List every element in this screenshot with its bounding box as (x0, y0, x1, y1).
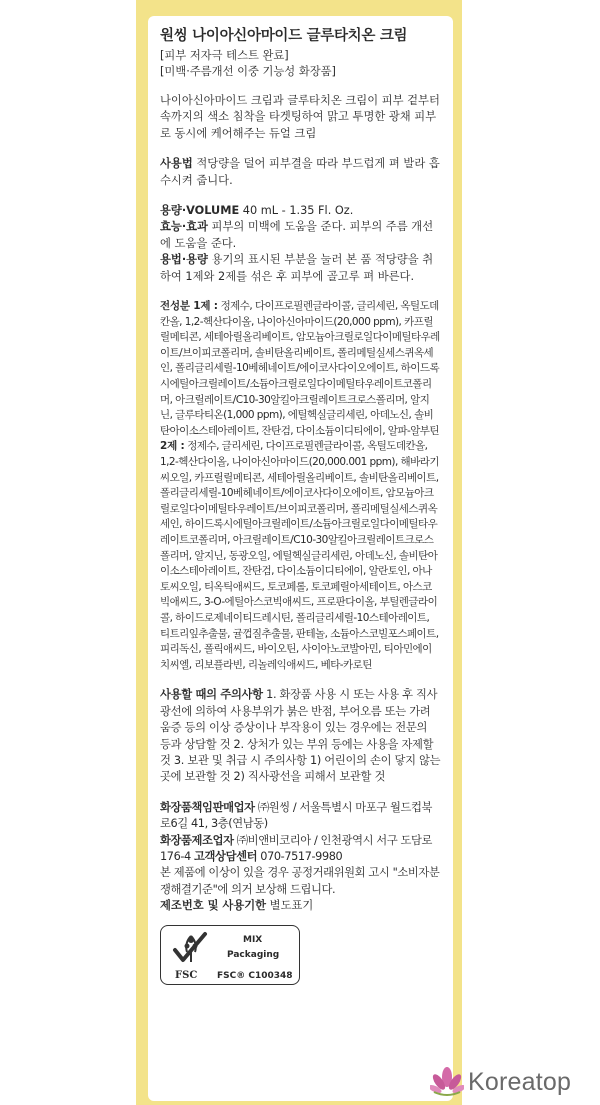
product-tag-function: [미백·주름개선 이중 기능성 화장품] (160, 64, 336, 78)
lotus-icon (430, 1065, 464, 1099)
fsc-mix-badge (160, 925, 300, 985)
seller-label: 화장품책임판매업자 (160, 800, 255, 814)
dosage-label: 용법·용량 (160, 253, 208, 267)
lot-label: 제조번호 및 사용기한 (160, 899, 267, 913)
maker-label: 화장품제조업자 (160, 833, 234, 847)
seller-text: ㈜원씽 / 서울특별시 마포구 월드컵북로6길 41, 3층(연남동) (160, 800, 433, 831)
maker-text: ㈜비앤비코리아 / 인천광역시 서구 도담로 176-4 (160, 833, 433, 863)
fsc-license-code: FSC® C100348 (217, 970, 293, 981)
volume-text: 40 mL - 1.35 Fl. Oz. (239, 204, 354, 218)
seller-info (160, 800, 441, 833)
product-tag-test: [피부 저자극 테스트 완료] (160, 49, 289, 62)
caution-section (160, 687, 441, 785)
koreatop-watermark (430, 1062, 600, 1102)
dosage-section (160, 252, 441, 285)
usage-text: 적당량을 덜어 피부결을 따라 부드럽게 펴 발라 흡수시켜 줍니다. (160, 157, 440, 187)
caution-label: 사용할 때의 주의사항 (160, 688, 263, 702)
volume-line (160, 203, 441, 219)
dosage-text: 용기의 표시된 부분을 눌러 본 품 적당량을 취하여 1제와 2제를 섞은 후 피부에 골고루 펴 바른다. (160, 253, 434, 283)
lot-text: 별도표기 (266, 899, 314, 913)
ingredients-text-2: 정제수, 글리세린, 다이프로필렌글라이콜, 옥틸도데칸올, 1,2-헥산다이올, 나이아신아마이드(20,000.001 ppm), 해바라기씨오일, 카프릴릴메티콘, 세테아릴올리베이트, 솔비탄올리베이트, 폴리글리세릴-10베헤네이트/에이코사다이오에이트, 암모늄아크릴로일다이메틸타우레이트/브이피코폴리머, 폴리메틸실세스퀴옥세인, 하이드록시에틸아크릴레이트/소듐아크릴로일다이메틸타우레이트코폴리머, 아크릴레이트/C10-30알킬아크릴레이트크로스폴리머, 알지닌, 동광오일, 에틸헥실글리세린, 아데노신, 솔비탄아이소스테아레이트, 잔탄검, 다이소듐이디티에이, 알란토인, 아나토씨오일, 티옥틱애씨드, 토코페롤, 토코페릴아세테이트, 아스코빅애씨드, 3-O-에틸아스코빅애씨드, 프로판다이올, 부틸렌글라이콜, 하이드로제네이티드레시틴, 폴리글리세릴-10스테아레이트, 티트리잎추출물, 귤껍질추출물, 판테놀, 소듐아스코빌포스페이트, 피리독신, 폴릭애씨드, 바이오틴, 사이아노코발아민, 티아민에이치씨엘, 리보플라빈, 리놀레익애씨드, 베타-카로틴 (160, 440, 439, 671)
maker-info (160, 833, 441, 866)
efficacy-label: 효능·효과 (160, 220, 208, 234)
ingredients-text-1: 정제수, 다이프로필렌글라이콜, 글리세린, 옥틸도데칸올, 1,2-헥산다이올, 나이아신아마이드(20,000 ppm), 카프릴릴메티콘, 세테아릴올리베이트, 암모늄아크릴로일다이메틸타우레이트/브이피코폴리머, 솔비탄올리베이트, 폴리메틸실세스퀴옥세인, 폴리글리세릴-10베헤네이트/에이코사다이오에이트, 하이드록시에틸아크릴레이트/소듐아크릴로일다이메틸타우레이트코폴리머, 아크릴레이트/C10-30알킬아크릴레이트크로스폴리머, 알지닌, 글루타티온(1,000 ppm), 에틸헥실글리세린, 아데노신, 솔비탄아이소스테아레이트, 잔탄검, 다이소듐이디티에이, 알파-알부틴 (160, 300, 440, 437)
ingredients-section (160, 299, 441, 673)
fsc-packaging-text: Packaging (227, 949, 280, 960)
cs-text: 070-7517-9980 (257, 849, 343, 863)
cs-label: 고객상담센터 (194, 849, 258, 863)
product-title: 원씽 나이아신아마이드 글루타치온 크림 (160, 28, 408, 44)
efficacy-text: 피부의 미백에 도움을 준다. 피부의 주름 개선에 도움을 준다. (160, 220, 434, 250)
fsc-mix-text: MIX (243, 934, 263, 945)
label-panel (148, 16, 453, 1101)
fsc-logo-text: FSC (175, 969, 198, 981)
product-description: 나이아신아마이드 크림과 글루타치온 크림이 피부 겉부터 속까지의 색소 침착을 타겟팅하여 맑고 투명한 광채 피부로 동시에 케어해주는 듀얼 크림 (160, 94, 440, 140)
compensation-note: 본 제품에 이상이 있을 경우 공정거래위원회 고시 "소비자분쟁해결기준"에 의거 보상해 드립니다. (160, 866, 440, 896)
efficacy-section (160, 219, 441, 252)
usage-label: 사용법 (160, 157, 193, 171)
ingredients-label-1: 전성분 1제 : (160, 300, 218, 313)
ingredients-label-2: 2제 : (160, 440, 185, 453)
fsc-tree-check-icon (169, 930, 213, 968)
usage-section (160, 156, 441, 189)
caution-text: 1. 화장품 사용 시 또는 사용 후 직사광선에 의하여 사용부위가 붉은 반점, 부어오름 또는 가려움증 등의 이상 증상이나 부작용이 있는 경우에는 전문의 등과 상담할 것 2. 상처가 있는 부위 등에는 사용을 자제할 것 3. 보관 및 취급 시 주의사항 1) 어린이의 손이 닿지 않는 곳에 보관할 것 2) 직사광선을 피해서 보관할 것 (160, 688, 441, 784)
volume-label: 용량·VOLUME (160, 204, 240, 218)
lot-info (160, 898, 441, 914)
watermark-text: Koreatop (468, 1067, 572, 1096)
